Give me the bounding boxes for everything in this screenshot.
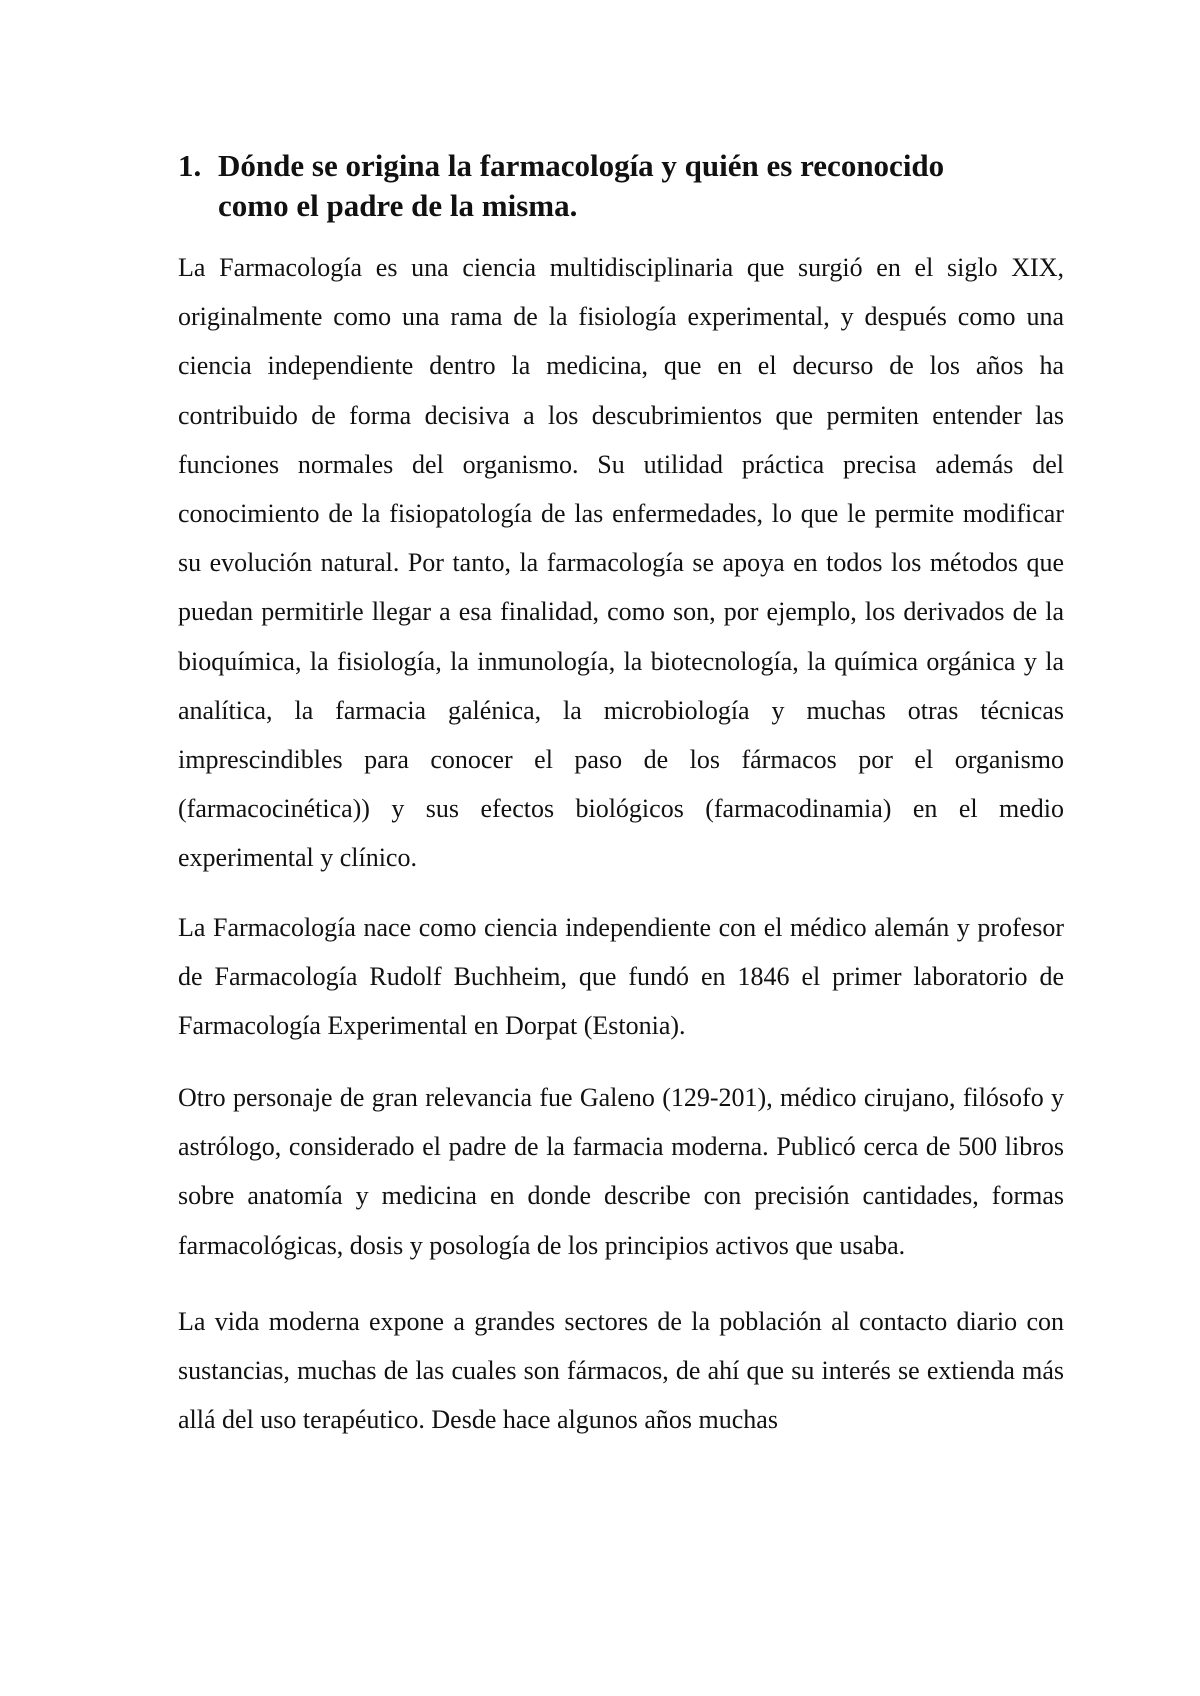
paragraph-buchheim: La Farmacología nace como ciencia independiente con el médico alemán y profesor de Farmacología Rudolf Buchheim, que fundó en 1846 el primer laboratorio de Farmacología Experimental en Dorpat (Estonia). (178, 913, 1064, 1041)
paragraph-origin: La Farmacología es una ciencia multidisciplinaria que surgió en el siglo XIX, originalmente como una rama de la fisiología experimental, y después como una ciencia independiente dentro la medicina, que en el decurso de los años ha contribuido de forma decisiva a los descubrimientos que permiten entender las funciones normales del organismo. Su utilidad práctica precisa además del conocimiento de la fisiopatología de las enfermedades, lo que le permite modificar su evolución natural. Por tanto, la farmacología se apoya en todos los métodos que puedan permitirle llegar a esa finalidad, como son, por ejemplo, los derivados de la bioquímica, la fisiología, la inmunología, la biotecnología, la química orgánica y la analítica, la farmacia galénica, la microbiología y muchas otras técnicas imprescindibles para conocer el paso de los fármacos por el organismo (farmacocinética)) y sus efectos biológicos (farmacodinamia) en el medio experimental y clínico. (178, 253, 1064, 873)
heading-line-2: como el padre de la misma. (218, 188, 578, 223)
paragraph-galeno: Otro personaje de gran relevancia fue Galeno (129-201), médico cirujano, filósofo y astrólogo, considerado el padre de la farmacia moderna. Publicó cerca de 500 libros sobre anatomía y medicina en donde describe con precisión cantidades, formas farmacológicas, dosis y posología de los principios activos que usaba. (178, 1083, 1064, 1260)
section-heading (178, 146, 1058, 226)
heading-number: 1. (178, 148, 202, 183)
paragraph-modern-life: La vida moderna expone a grandes sectores de la población al contacto diario con sustancias, muchas de las cuales son fármacos, de ahí que su interés se extienda más allá del uso terapéutico. Desde hace algunos años muchas (178, 1307, 1064, 1435)
heading-line-1: Dónde se origina la farmacología y quién es reconocido (218, 148, 945, 183)
